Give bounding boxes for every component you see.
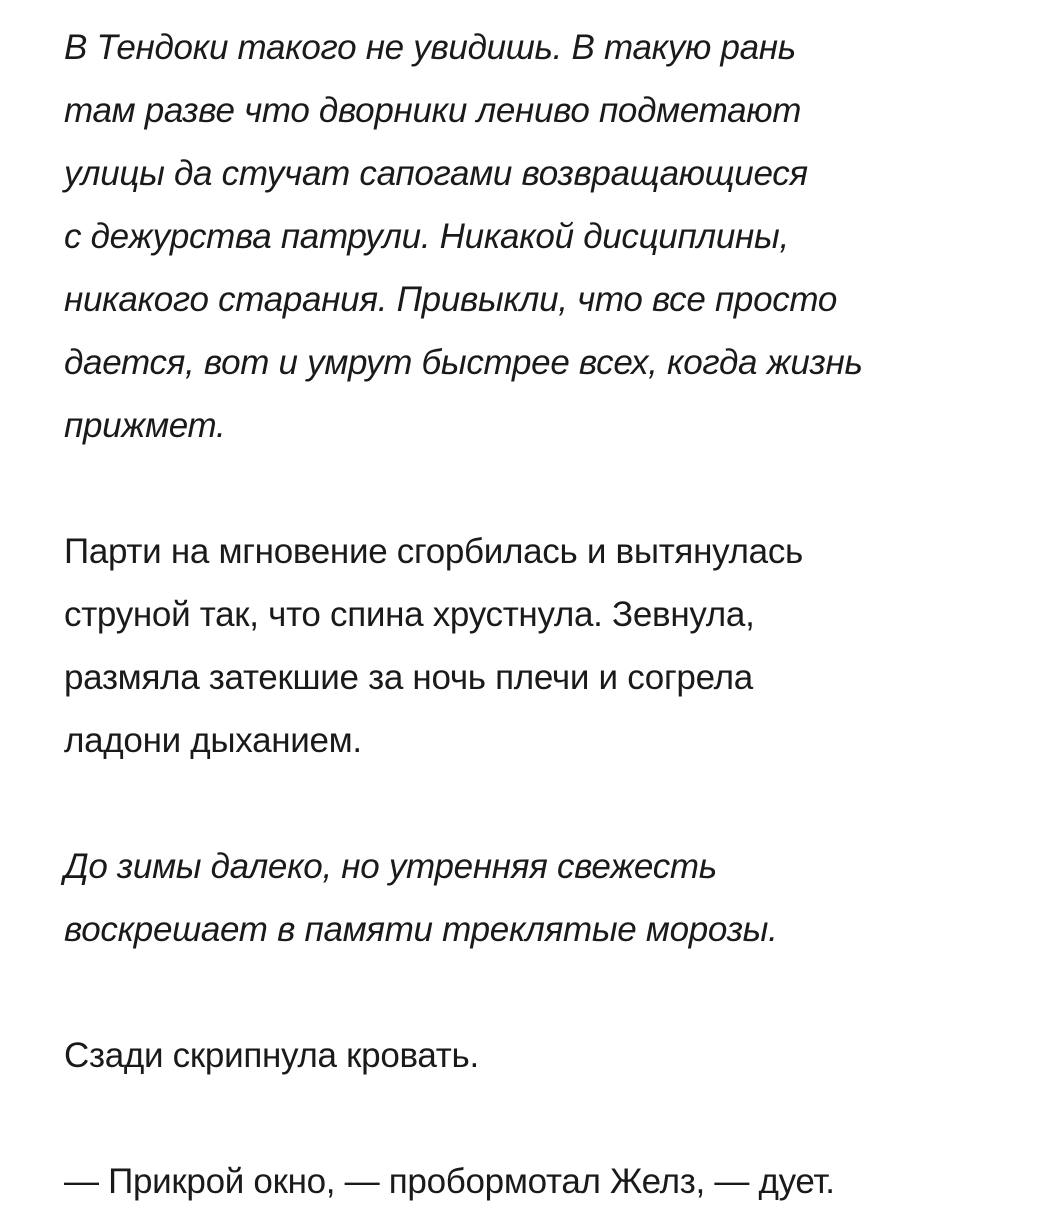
text-line: дается, вот и умрут быстрее всех, когда жизнь [64,343,863,382]
text-line: с дежурства патрули. Никакой дисциплины, [64,217,789,256]
paragraph-4 [64,1024,1024,1087]
paragraph-5 [64,1150,1024,1213]
text-line: там разве что дворники лениво подметают [64,91,802,130]
text-line: воскрешает в памяти треклятые морозы. [64,910,778,949]
text-line: В Тендоки такого не увидишь. В такую рань [64,28,796,67]
paragraph-spacer [64,457,1024,520]
text-line: ладони дыханием. [64,721,362,760]
paragraph-1 [64,16,1024,457]
paragraph-spacer [64,1087,1024,1150]
paragraph-spacer [64,772,1024,835]
text-line: — Прикрой окно, — пробормотал Желз, — дует. [64,1162,835,1201]
paragraph-3 [64,835,1024,961]
text-line: улицы да стучат сапогами возвращающиеся [64,154,808,193]
text-line: Сзади скрипнула кровать. [64,1036,479,1075]
text-line: До зимы далеко, но утренняя свежесть [64,847,717,886]
text-line: Парти на мгновение сгорбилась и вытянулась [64,532,803,571]
text-line: струной так, что спина хрустнула. Зевнула, [64,595,755,634]
text-line: размяла затекшие за ночь плечи и согрела [64,658,753,697]
text-line: прижмет. [64,406,226,445]
reader-page [64,16,1024,1213]
paragraph-spacer [64,961,1024,1024]
text-line: никакого старания. Привыкли, что все просто [64,280,838,319]
paragraph-2 [64,520,1024,772]
